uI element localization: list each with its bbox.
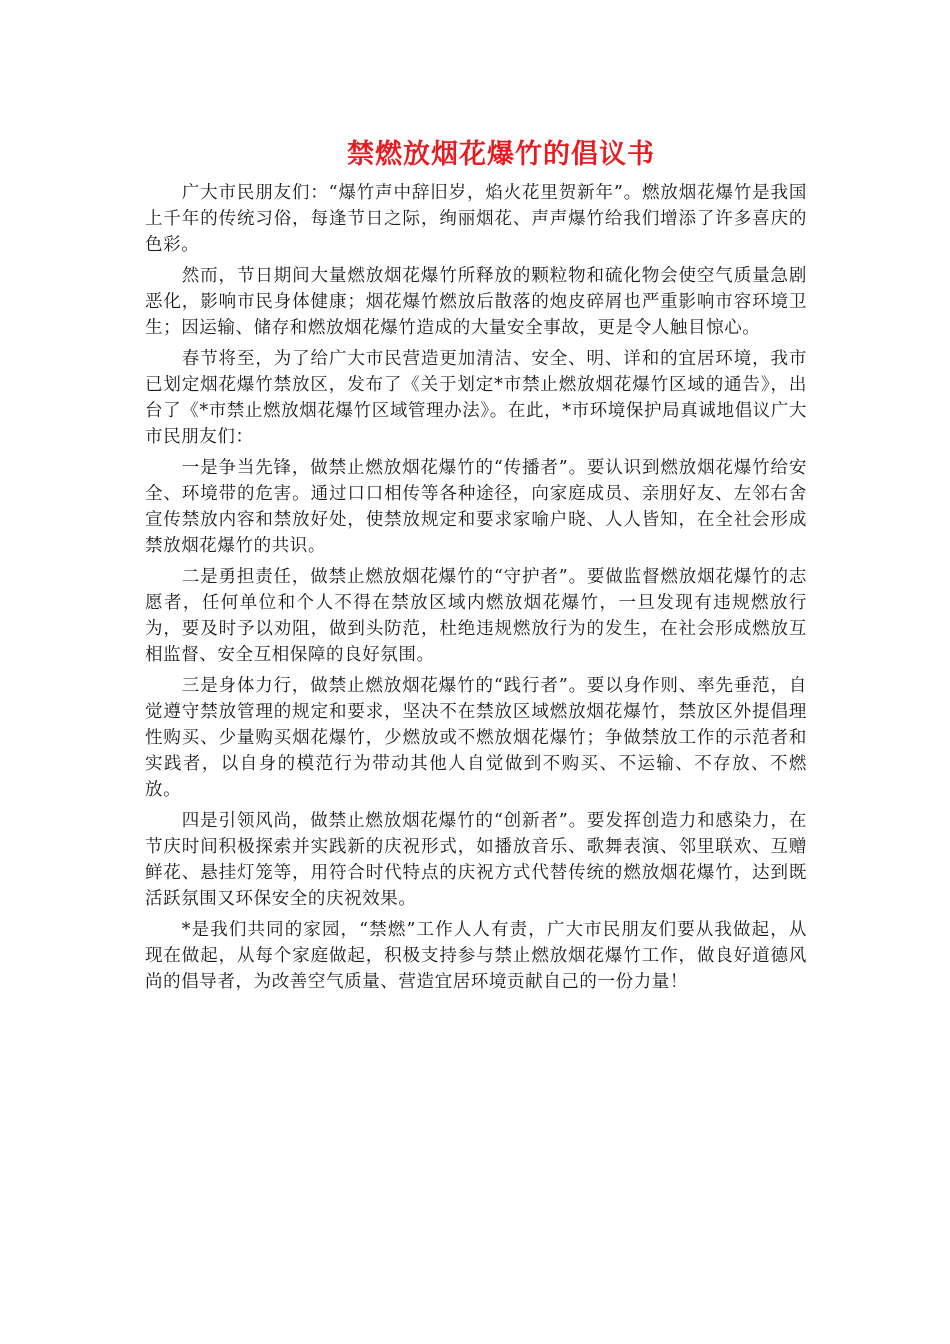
document-title: 禁燃放烟花爆竹的倡议书 [347, 139, 655, 170]
paragraph-closing: *是我们共同的家园，“禁燃”工作人人有责，广大市民朋友们要从我做起，从现在做起，从每个家庭做起，积极支持参与禁止燃放烟花爆竹工作，做良好道德风尚的倡导者，为改善空气质量、营造宜居环境贡献自己的一份力量！ [145, 920, 807, 992]
paragraph-point-four: 四是引领风尚，做禁止燃放烟花爆竹的“创新者”。要发挥创造力和感染力，在节庆时间积极探索并实践新的庆祝形式，如播放音乐、歌舞表演、邻里联欢、互赠鲜花、悬挂灯笼等，用符合时代特点的庆祝方式代替传统的燃放烟花爆竹，达到既活跃氛围又环保安全的庆祝效果。 [145, 811, 807, 909]
document-body [145, 180, 807, 1000]
paragraph-point-one: 一是争当先锋，做禁止燃放烟花爆竹的“传播者”。要认识到燃放烟花爆竹给安全、环境带的危害。通过口口相传等各种途径，向家庭成员、亲朋好友、左邻右舍宣传禁放内容和禁放好处，使禁放规定和要求家喻户晓、人人皆知，在全社会形成禁放烟花爆竹的共识。 [145, 458, 807, 556]
paragraph-greeting: 广大市民朋友们：“爆竹声中辞旧岁，焰火花里贺新年”。燃放烟花爆竹是我国上千年的传统习俗，每逢节日之际，绚丽烟花、声声爆竹给我们增添了许多喜庆的色彩。 [145, 183, 807, 255]
paragraph-point-two: 二是勇担责任，做禁止燃放烟花爆竹的“守护者”。要做监督燃放烟花爆竹的志愿者，任何单位和个人不得在禁放区域内燃放烟花爆竹，一旦发现有违规燃放行为，要及时予以劝阻，做到头防范，杜绝违规燃放行为的发生，在社会形成燃放互相监督、安全互相保障的良好氛围。 [145, 567, 807, 665]
paragraph-announcement: 春节将至，为了给广大市民营造更加清洁、安全、明、详和的宜居环境，我市已划定烟花爆竹禁放区，发布了《关于划定*市禁止燃放烟花爆竹区域的通告》，出台了《*市禁止燃放烟花爆竹区域管理办法》。在此，*市环境保护局真诚地倡议广大市民朋友们： [145, 349, 807, 447]
paragraph-problem: 然而，节日期间大量燃放烟花爆竹所释放的颗粒物和硫化物会使空气质量急剧恶化，影响市民身体健康；烟花爆竹燃放后散落的炮皮碎屑也严重影响市容环境卫生；因运输、储存和燃放烟花爆竹造成的大量安全事故，更是令人触目惊心。 [145, 266, 807, 338]
paragraph-point-three: 三是身体力行，做禁止燃放烟花爆竹的“践行者”。要以身作则、率先垂范，自觉遵守禁放管理的规定和要求，坚决不在禁放区域燃放烟花爆竹，禁放区外提倡理性购买、少量购买烟花爆竹，少燃放或不燃放烟花爆竹；争做禁放工作的示范者和实践者，以自身的模范行为带动其他人自觉做到不购买、不运输、不存放、不燃放。 [145, 676, 807, 800]
